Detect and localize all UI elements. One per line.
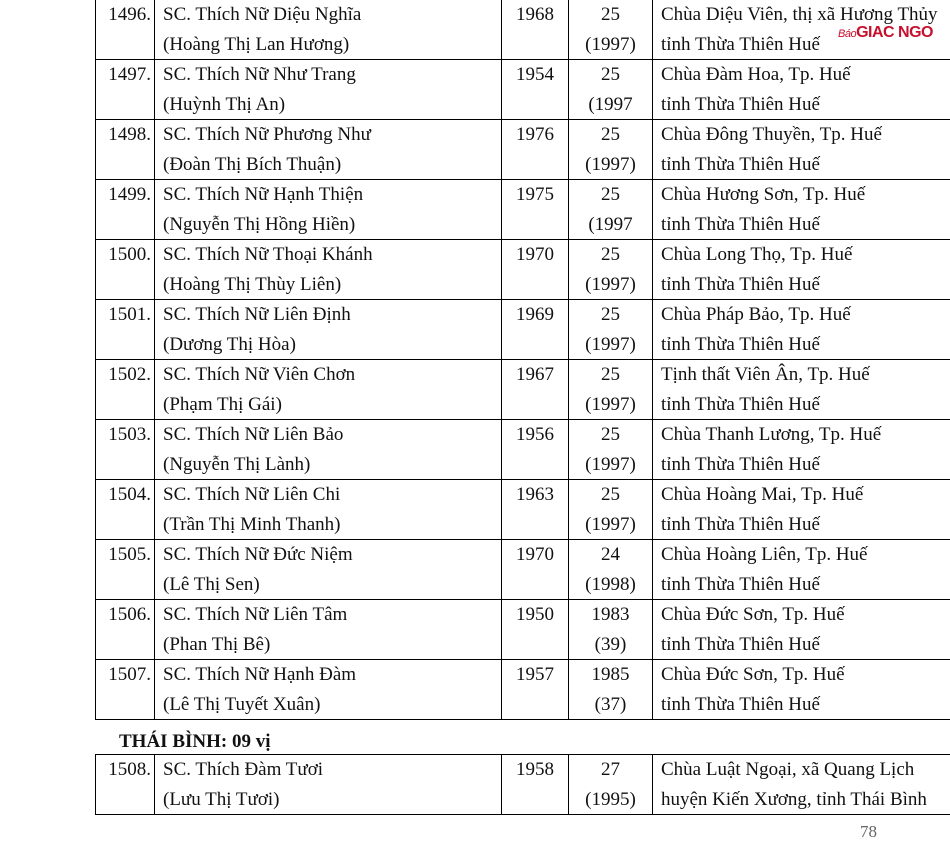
roster-table-body [96, 0, 950, 720]
birth-year: 1954 [516, 60, 568, 90]
name-cell [155, 0, 502, 60]
ordination-age: 25 [569, 480, 652, 510]
table-row [96, 480, 950, 540]
location-cell [653, 240, 950, 300]
monastic-name: SC. Thích Nữ Liên Chi [163, 480, 501, 510]
table-row [96, 600, 950, 660]
entry-number: 1506. [96, 600, 151, 630]
province-name: tỉnh Thừa Thiên Huế [661, 270, 950, 300]
entry-number-cell [96, 360, 155, 420]
birth-year-cell [502, 755, 569, 815]
monastic-name: SC. Thích Nữ Thoại Khánh [163, 240, 501, 270]
entry-number: 1504. [96, 480, 151, 510]
table-row [96, 240, 950, 300]
table-row [96, 420, 950, 480]
name-cell [155, 300, 502, 360]
temple-name: Chùa Đông Thuyền, Tp. Huế [661, 120, 950, 150]
ordination-year: (1998) [569, 570, 652, 600]
temple-name: Chùa Luật Ngoại, xã Quang Lịch [661, 755, 950, 785]
ordination-cell [569, 0, 653, 60]
location-cell [653, 120, 950, 180]
ordination-year: (1997 [569, 90, 652, 120]
temple-name: Chùa Đàm Hoa, Tp. Huế [661, 60, 950, 90]
name-cell [155, 240, 502, 300]
location-cell [653, 660, 950, 720]
table-row [96, 0, 950, 60]
location-cell [653, 360, 950, 420]
birth-year-cell [502, 240, 569, 300]
province-name: tỉnh Thừa Thiên Huế [661, 30, 950, 60]
entry-number: 1505. [96, 540, 151, 570]
entry-number-cell [96, 60, 155, 120]
province-name: tỉnh Thừa Thiên Huế [661, 450, 950, 480]
ordination-age: 25 [569, 420, 652, 450]
location-cell [653, 300, 950, 360]
monastic-name: SC. Thích Nữ Liên Bảo [163, 420, 501, 450]
entry-number: 1508. [96, 755, 151, 785]
province-name: tỉnh Thừa Thiên Huế [661, 510, 950, 540]
monastic-name: SC. Thích Nữ Đức Niệm [163, 540, 501, 570]
birth-year-cell [502, 300, 569, 360]
entry-number: 1497. [96, 60, 151, 90]
logo-prefix: Báo [838, 28, 856, 40]
temple-name: Chùa Diệu Viên, thị xã Hương Thủy [661, 0, 950, 30]
section-table-body [96, 755, 950, 815]
ordination-cell [569, 180, 653, 240]
ordination-cell [569, 240, 653, 300]
entry-number-cell [96, 0, 155, 60]
table-row [96, 660, 950, 720]
birth-year: 1957 [516, 660, 568, 690]
temple-name: Chùa Hương Sơn, Tp. Huế [661, 180, 950, 210]
lay-name: (Nguyễn Thị Lành) [163, 450, 501, 480]
ordination-age: 27 [569, 755, 652, 785]
table-row [96, 540, 950, 600]
table-row [96, 300, 950, 360]
ordination-year: (1997) [569, 270, 652, 300]
temple-name: Chùa Đức Sơn, Tp. Huế [661, 660, 950, 690]
province-name: tỉnh Thừa Thiên Huế [661, 630, 950, 660]
birth-year-cell [502, 60, 569, 120]
birth-year: 1968 [516, 0, 568, 30]
entry-number: 1496. [96, 0, 151, 30]
lay-name: (Đoàn Thị Bích Thuận) [163, 150, 501, 180]
name-cell [155, 120, 502, 180]
birth-year-cell [502, 120, 569, 180]
province-name: tỉnh Thừa Thiên Huế [661, 210, 950, 240]
lay-name: (Nguyễn Thị Hồng Hiền) [163, 210, 501, 240]
page-number: 78 [860, 822, 877, 842]
birth-year-cell [502, 480, 569, 540]
name-cell [155, 480, 502, 540]
ordination-cell [569, 360, 653, 420]
table-row [96, 755, 950, 815]
location-cell [653, 540, 950, 600]
ordination-cell [569, 120, 653, 180]
ordination-cell [569, 300, 653, 360]
lay-name: (Huỳnh Thị An) [163, 90, 501, 120]
entry-number: 1501. [96, 300, 151, 330]
ordination-year: (1997) [569, 450, 652, 480]
table-row [96, 360, 950, 420]
temple-name: Chùa Pháp Bảo, Tp. Huế [661, 300, 950, 330]
birth-year-cell [502, 180, 569, 240]
ordination-age: 24 [569, 540, 652, 570]
birth-year: 1975 [516, 180, 568, 210]
entry-number-cell [96, 300, 155, 360]
section-table [95, 754, 950, 815]
ordination-age: 1983 [569, 600, 652, 630]
location-cell [653, 600, 950, 660]
birth-year: 1976 [516, 120, 568, 150]
birth-year-cell [502, 360, 569, 420]
birth-year: 1950 [516, 600, 568, 630]
monastic-name: SC. Thích Nữ Viên Chơn [163, 360, 501, 390]
entry-number: 1498. [96, 120, 151, 150]
lay-name: (Hoàng Thị Thùy Liên) [163, 270, 501, 300]
ordination-cell [569, 420, 653, 480]
name-cell [155, 660, 502, 720]
ordination-year: (1997) [569, 390, 652, 420]
ordination-age: 25 [569, 300, 652, 330]
ordination-year: (1997) [569, 30, 652, 60]
name-cell [155, 540, 502, 600]
monastic-name: SC. Thích Nữ Liên Định [163, 300, 501, 330]
lay-name: (Dương Thị Hòa) [163, 330, 501, 360]
province-name: tỉnh Thừa Thiên Huế [661, 150, 950, 180]
roster-table [95, 0, 950, 720]
lay-name: (Lưu Thị Tươi) [163, 785, 501, 815]
ordination-year: (39) [569, 630, 652, 660]
entry-number-cell [96, 180, 155, 240]
entry-number: 1502. [96, 360, 151, 390]
name-cell [155, 600, 502, 660]
entry-number: 1507. [96, 660, 151, 690]
birth-year: 1970 [516, 240, 568, 270]
birth-year-cell [502, 660, 569, 720]
ordination-year: (37) [569, 690, 652, 720]
location-cell [653, 420, 950, 480]
province-name: tỉnh Thừa Thiên Huế [661, 330, 950, 360]
temple-name: Chùa Hoàng Mai, Tp. Huế [661, 480, 950, 510]
temple-name: Tịnh thất Viên Ân, Tp. Huế [661, 360, 950, 390]
birth-year: 1963 [516, 480, 568, 510]
birth-year-cell [502, 0, 569, 60]
ordination-age: 1985 [569, 660, 652, 690]
province-name: tỉnh Thừa Thiên Huế [661, 90, 950, 120]
name-cell [155, 360, 502, 420]
monastic-name: SC. Thích Nữ Liên Tâm [163, 600, 501, 630]
lay-name: (Phạm Thị Gái) [163, 390, 501, 420]
ordination-age: 25 [569, 120, 652, 150]
entry-number-cell [96, 660, 155, 720]
ordination-cell [569, 60, 653, 120]
birth-year: 1958 [516, 755, 568, 785]
birth-year-cell [502, 600, 569, 660]
ordination-year: (1997) [569, 150, 652, 180]
entry-number-cell [96, 240, 155, 300]
monastic-name: SC. Thích Nữ Phương Như [163, 120, 501, 150]
entry-number: 1503. [96, 420, 151, 450]
location-cell [653, 755, 950, 815]
birth-year: 1967 [516, 360, 568, 390]
ordination-cell [569, 480, 653, 540]
ordination-year: (1997 [569, 210, 652, 240]
temple-name: Chùa Thanh Lương, Tp. Huế [661, 420, 950, 450]
birth-year: 1970 [516, 540, 568, 570]
ordination-cell [569, 755, 653, 815]
ordination-cell [569, 540, 653, 600]
temple-name: Chùa Long Thọ, Tp. Huế [661, 240, 950, 270]
entry-number-cell [96, 600, 155, 660]
ordination-cell [569, 660, 653, 720]
temple-name: Chùa Đức Sơn, Tp. Huế [661, 600, 950, 630]
lay-name: (Trần Thị Minh Thanh) [163, 510, 501, 540]
birth-year-cell [502, 420, 569, 480]
ordination-year: (1997) [569, 330, 652, 360]
ordination-age: 25 [569, 0, 652, 30]
monastic-name: SC. Thích Đàm Tươi [163, 755, 501, 785]
logo-name: GIAC NGO [856, 24, 933, 41]
section-heading: THÁI BÌNH: 09 vị [119, 729, 271, 755]
province-name: tỉnh Thừa Thiên Huế [661, 690, 950, 720]
location-cell [653, 60, 950, 120]
location-cell [653, 180, 950, 240]
name-cell [155, 755, 502, 815]
province-name: tỉnh Thừa Thiên Huế [661, 390, 950, 420]
birth-year-cell [502, 540, 569, 600]
entry-number-cell [96, 120, 155, 180]
lay-name: (Lê Thị Sen) [163, 570, 501, 600]
province-name: tỉnh Thừa Thiên Huế [661, 570, 950, 600]
name-cell [155, 420, 502, 480]
lay-name: (Lê Thị Tuyết Xuân) [163, 690, 501, 720]
ordination-age: 25 [569, 240, 652, 270]
monastic-name: SC. Thích Nữ Như Trang [163, 60, 501, 90]
entry-number-cell [96, 420, 155, 480]
table-row [96, 60, 950, 120]
name-cell [155, 60, 502, 120]
name-cell [155, 180, 502, 240]
entry-number: 1499. [96, 180, 151, 210]
ordination-cell [569, 600, 653, 660]
temple-name: Chùa Hoàng Liên, Tp. Huế [661, 540, 950, 570]
birth-year: 1969 [516, 300, 568, 330]
location-cell [653, 480, 950, 540]
entry-number-cell [96, 540, 155, 600]
table-row [96, 120, 950, 180]
ordination-year: (1995) [569, 785, 652, 815]
ordination-year: (1997) [569, 510, 652, 540]
ordination-age: 25 [569, 60, 652, 90]
province-name: huyện Kiến Xương, tỉnh Thái Bình [661, 785, 950, 815]
entry-number: 1500. [96, 240, 151, 270]
monastic-name: SC. Thích Nữ Hạnh Đàm [163, 660, 501, 690]
lay-name: (Phan Thị Bê) [163, 630, 501, 660]
lay-name: (Hoàng Thị Lan Hương) [163, 30, 501, 60]
ordination-age: 25 [569, 180, 652, 210]
ordination-age: 25 [569, 360, 652, 390]
monastic-name: SC. Thích Nữ Diệu Nghĩa [163, 0, 501, 30]
entry-number-cell [96, 755, 155, 815]
monastic-name: SC. Thích Nữ Hạnh Thiện [163, 180, 501, 210]
birth-year: 1956 [516, 420, 568, 450]
table-row [96, 180, 950, 240]
entry-number-cell [96, 480, 155, 540]
newspaper-logo [838, 24, 933, 42]
